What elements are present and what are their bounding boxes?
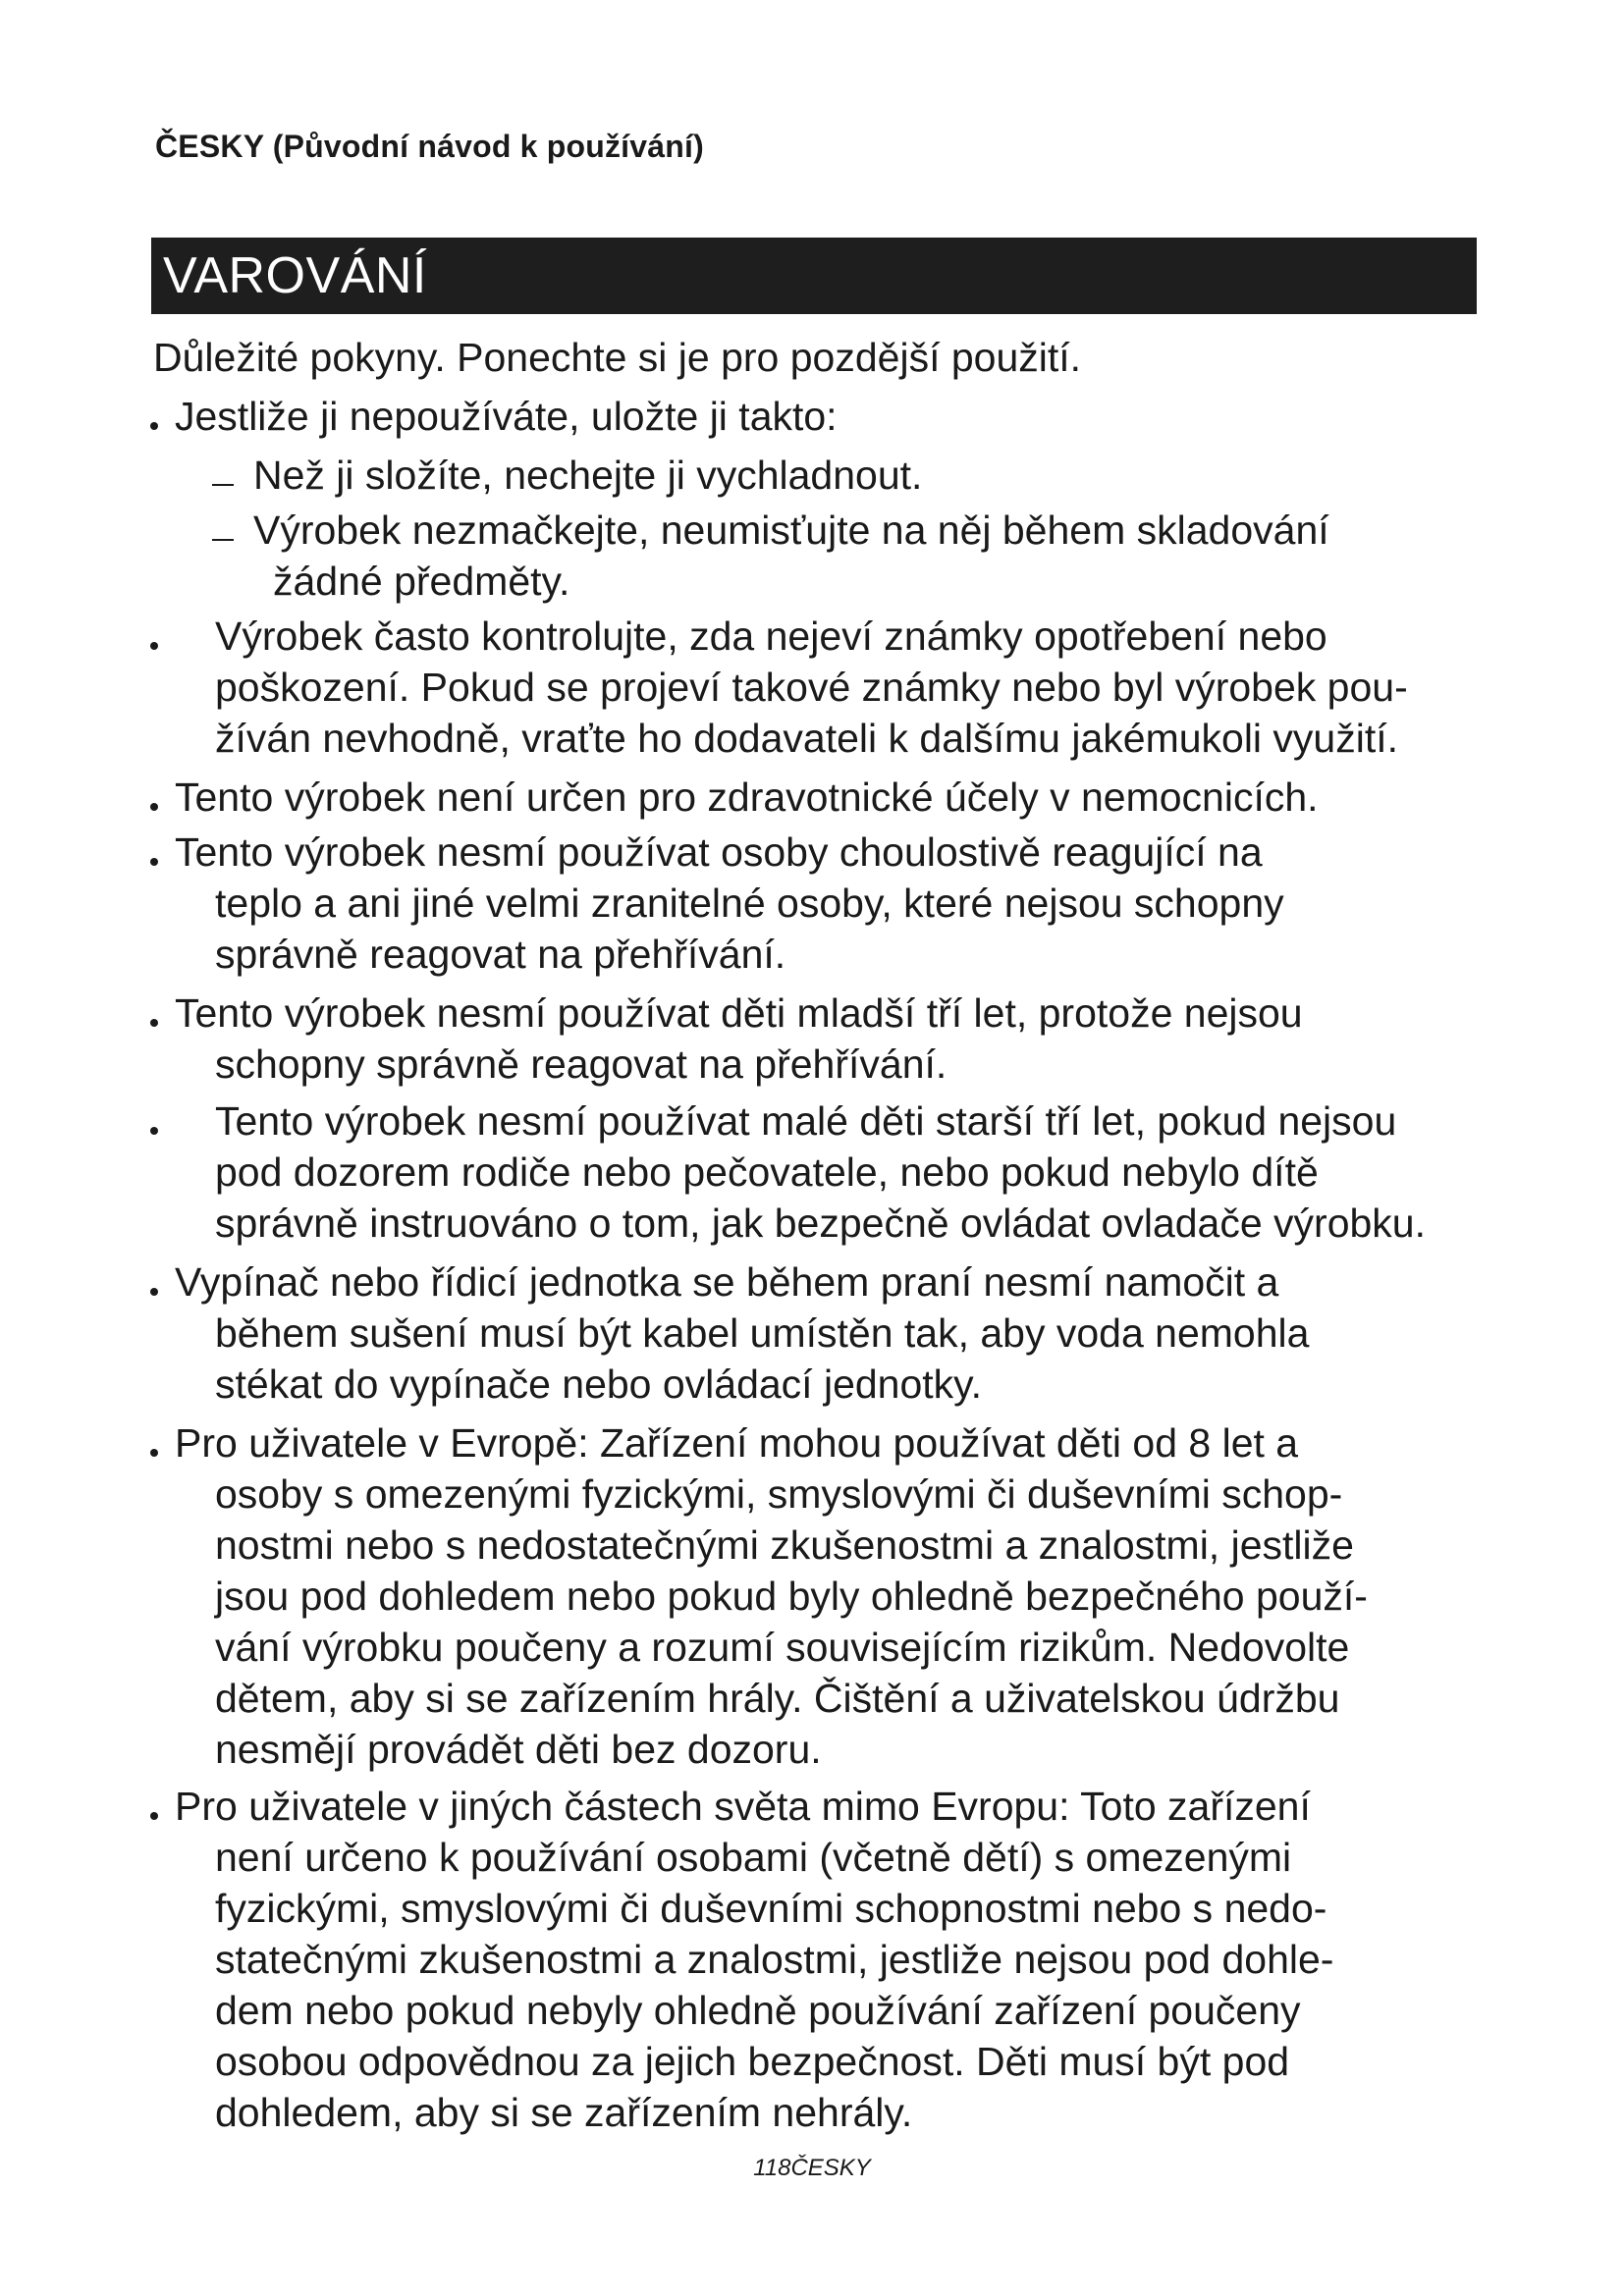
warning-item-line: není určeno k používání osobami (včetně dětí) s omezenými [215, 1835, 1292, 1880]
warning-item-line: správně reagovat na přehřívání. [215, 932, 786, 977]
warning-item-line: nostmi nebo s nedostatečnými zkušenostmi a znalostmi, jestliže [215, 1522, 1354, 1568]
bullet-icon [150, 1019, 158, 1027]
bullet-icon [150, 642, 158, 650]
warning-subitem-line: Výrobek nezmačkejte, neumisťujte na něj během skladování [253, 507, 1329, 553]
bullet-icon [150, 422, 158, 430]
warning-item-line: Pro uživatele v jiných částech světa mimo Evropu: Toto zařízení [175, 1784, 1311, 1829]
bullet-icon [150, 803, 158, 811]
warning-item-line: osoby s omezenými fyzickými, smyslovými či duševními schop- [215, 1471, 1343, 1517]
dash-icon [212, 484, 234, 486]
warning-item-line: Vypínač nebo řídicí jednotka se během praní nesmí namočit a [175, 1259, 1279, 1305]
warning-subitem-line: Než ji složíte, nechejte ji vychladnout. [253, 453, 923, 498]
warning-item-line: Tento výrobek nesmí používat osoby choulostivě reagující na [175, 829, 1263, 875]
bullet-icon [150, 1288, 158, 1296]
warning-item-line: správně instruováno o tom, jak bezpečně ovládat ovladače výrobku. [215, 1201, 1427, 1246]
warning-item-line: fyzickými, smyslovými či duševními schopnostmi nebo s nedo- [215, 1886, 1327, 1931]
warning-subitem-line: žádné předměty. [273, 559, 570, 604]
warning-item-line: Tento výrobek není určen pro zdravotnické účely v nemocnicích. [175, 774, 1319, 820]
bullet-icon [150, 1449, 158, 1457]
warning-banner [151, 238, 1477, 314]
bullet-icon [150, 1127, 158, 1135]
warning-item-line: osobou odpovědnou za jejich bezpečnost. Děti musí být pod [215, 2039, 1290, 2084]
warning-item-line: stékat do vypínače nebo ovládací jednotky. [215, 1362, 983, 1407]
warning-item-line: vání výrobku poučeny a rozumí souvisejícím rizikům. Nedovolte [215, 1625, 1350, 1670]
warning-item-line: žíván nevhodně, vraťte ho dodavateli k dalšímu jakémukoli využití. [215, 716, 1399, 761]
warning-item-line: jsou pod dohledem nebo pokud byly ohledně bezpečného použí- [215, 1574, 1368, 1619]
warning-item-line: Výrobek často kontrolujte, zda nejeví známky opotřebení nebo [215, 614, 1327, 659]
page-footer-label: 118ČESKY [753, 2155, 871, 2181]
page-header-title: ČESKY (Původní návod k používání) [155, 129, 704, 164]
intro-text: Důležité pokyny. Ponechte si je pro pozdější použití. [153, 335, 1082, 380]
warning-item-line: dem nebo pokud nebyly ohledně používání zařízení poučeny [215, 1988, 1301, 2033]
warning-item-line: teplo a ani jiné velmi zranitelné osoby, které nejsou schopny [215, 881, 1284, 926]
warning-item-line: Tento výrobek nesmí používat děti mladší tří let, protože nejsou [175, 990, 1303, 1036]
warning-item-line: statečnými zkušenostmi a znalostmi, jestliže nejsou pod dohle- [215, 1937, 1334, 1982]
warning-banner-title: VAROVÁNÍ [163, 247, 427, 304]
warning-item-line: Jestliže ji nepoužíváte, uložte ji takto: [175, 394, 838, 439]
warning-item-line: dětem, aby si se zařízením hrály. Čištění a uživatelskou údržbu [215, 1676, 1340, 1721]
bullet-icon [150, 858, 158, 866]
warning-item-line: pod dozorem rodiče nebo pečovatele, nebo pokud nebylo dítě [215, 1149, 1319, 1195]
warning-item-line: Pro uživatele v Evropě: Zařízení mohou používat děti od 8 let a [175, 1420, 1299, 1466]
warning-item-line: nesmějí provádět děti bez dozoru. [215, 1727, 822, 1772]
dash-icon [212, 539, 234, 541]
warning-item-line: dohledem, aby si se zařízením nehrály. [215, 2090, 913, 2135]
warning-item-line: poškození. Pokud se projeví takové známky nebo byl výrobek pou- [215, 665, 1408, 710]
warning-item-line: Tento výrobek nesmí používat malé děti starší tří let, pokud nejsou [215, 1098, 1397, 1144]
warning-item-line: během sušení musí být kabel umístěn tak, aby voda nemohla [215, 1310, 1310, 1356]
warning-item-line: schopny správně reagovat na přehřívání. [215, 1041, 947, 1087]
bullet-icon [150, 1812, 158, 1820]
